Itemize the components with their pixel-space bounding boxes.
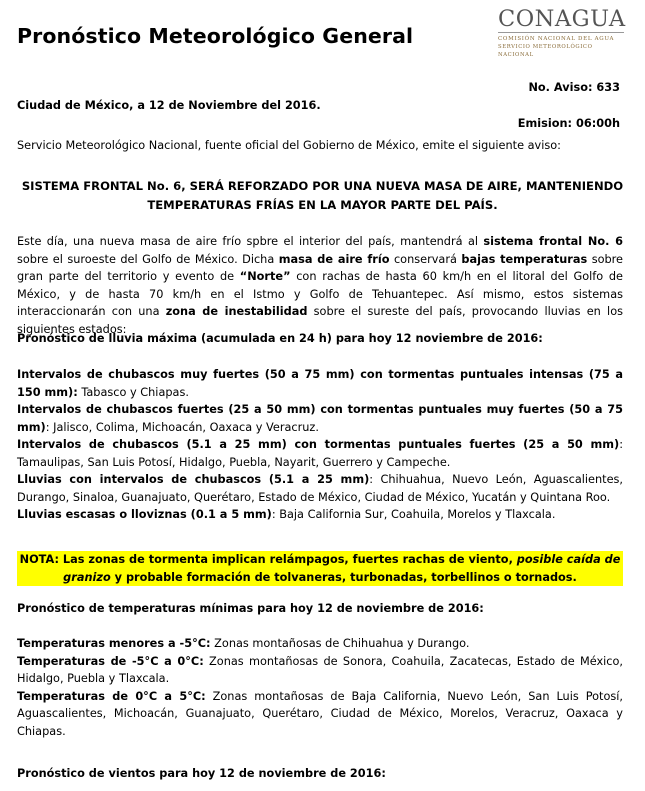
rain-item <box>17 506 623 524</box>
body-text: sobre el sureste del país, provocando lluvias en los siguientes estados: <box>17 305 623 336</box>
logo-name: CONAGUA <box>498 6 626 32</box>
logo-subtitle-1: COMISIÓN NACIONAL DEL AGUA <box>498 36 615 42</box>
temp-item-label: Temperaturas menores a -5°C: <box>17 637 211 650</box>
headline-line-2: TEMPERATURAS FRÍAS EN LA MAYOR PARTE DEL PAÍS. <box>147 198 498 212</box>
conagua-logo <box>498 7 624 59</box>
body-bold-bajas: bajas temperaturas <box>461 252 588 266</box>
temp-item-text: Zonas montañosas de Baja California, Nuevo León, San Luis Potosí, Aguascalientes, Michoacán, Guanajuato, Querétaro, Ciudad de México, Morelos, Veracruz, Oaxaca y Chiapas. <box>17 689 623 738</box>
headline <box>17 177 628 215</box>
aviso-number: No. Aviso: 633 <box>528 81 620 94</box>
rain-item-text: Tabasco y Chiapas. <box>77 385 189 399</box>
headline-line-1: SISTEMA FRONTAL No. 6, SERÁ REFORZADO POR UNA NUEVA MASA DE AIRE, MANTENIENDO <box>21 179 624 193</box>
note-text: y probable formación de tolvaneras, turbonadas, torbellinos o tornados. <box>110 570 577 584</box>
intro-text: Servicio Meteorológico Nacional, fuente oficial del Gobierno de México, emite el siguiente aviso: <box>17 139 561 152</box>
note-italic: posible caída de granizo <box>63 553 621 584</box>
page-title: Pronóstico Meteorológico General <box>17 24 414 48</box>
temp-item-label: Temperaturas de -5°C a 0°C: <box>17 654 204 668</box>
body-bold-norte: “Norte” <box>239 270 291 283</box>
rain-item <box>17 401 623 436</box>
body-text: sobre gran parte del territorio y evento de <box>17 252 624 283</box>
rain-item-text: : Baja California Sur, Coahuila, Morelos y Tlaxcala. <box>271 508 556 521</box>
body-text: Este día, una nueva masa de aire frío spbre el interior del país, mantendrá al <box>17 235 484 248</box>
rain-item-label: Intervalos de chubascos muy fuertes (50 a 75 mm) con tormentas puntuales intensas (75 a 150 mm): <box>17 368 623 399</box>
rain-item <box>17 436 623 471</box>
temp-item <box>17 653 623 688</box>
temp-item-text: Zonas montañosas de Sonora, Coahuila, Zacatecas, Estado de México, Hidalgo, Puebla y Tlaxcala. <box>17 654 623 685</box>
warning-note <box>17 551 623 586</box>
body-bold-zona: zona de inestabilidad <box>165 305 308 318</box>
note-text: NOTA: Las zonas de tormenta implican relámpagos, fuertes rachas de viento, <box>19 553 517 566</box>
temp-item <box>17 688 623 741</box>
rain-item-label: Lluvias con intervalos de chubascos (5.1 a 25 mm) <box>17 473 370 486</box>
body-text: sobre el suroeste del Golfo de México. Dicha <box>17 252 279 266</box>
body-paragraph <box>17 233 623 338</box>
rain-item-text: : Chihuahua, Nuevo León, Aguascalientes, Durango, Sinaloa, Guanajuato, Querétaro, Estado de México, Ciudad de México, Yucatán y Quintana Roo. <box>17 473 623 504</box>
rain-item-label: Lluvias escasas o lloviznas (0.1 a 5 mm) <box>17 508 272 521</box>
body-text: conservará <box>389 252 462 266</box>
body-bold-frontal: sistema frontal No. 6 <box>483 235 623 248</box>
emission-time: Emision: 06:00h <box>517 117 620 130</box>
rain-item <box>17 471 623 506</box>
rain-item-label: Intervalos de chubascos (5.1 a 25 mm) con tormentas puntuales fuertes (25 a 50 mm) <box>17 438 620 451</box>
body-text: con rachas de hasta 60 km/h en el litoral del Golfo de México, y de hasta 70 km/h en el Istmo y Golfo de Tehuantepec. Así mismo, estos sistemas interaccionarán con una <box>17 270 623 318</box>
temp-item-text: Zonas montañosas de Chihuahua y Durango. <box>210 637 470 650</box>
temp-item <box>17 635 623 653</box>
temps-list <box>17 635 623 740</box>
rain-item-text: : Jalisco, Colima, Michoacán, Oaxaca y Veracruz. <box>45 420 319 434</box>
rain-list <box>17 366 623 524</box>
body-bold-masa: masa de aire frío <box>278 252 390 266</box>
rain-item <box>17 366 623 401</box>
rain-heading: Pronóstico de lluvia máxima (acumulada en 24 h) para hoy 12 noviembre de 2016: <box>17 332 543 345</box>
logo-subtitle-2: SERVICIO METEOROLÓGICO NACIONAL <box>498 44 593 58</box>
temp-item-label: Temperaturas de 0°C a 5°C: <box>17 689 206 703</box>
place-date: Ciudad de México, a 12 de Noviembre del 2016. <box>17 99 321 112</box>
temps-heading: Pronóstico de temperaturas mínimas para hoy 12 de noviembre de 2016: <box>17 602 484 615</box>
winds-heading: Pronóstico de vientos para hoy 12 de noviembre de 2016: <box>17 767 386 780</box>
rain-item-text: : Tamaulipas, San Luis Potosí, Hidalgo, Puebla, Nayarit, Guerrero y Campeche. <box>17 438 623 469</box>
logo-divider <box>498 32 624 33</box>
rain-item-label: Intervalos de chubascos fuertes (25 a 50 mm) con tormentas puntuales muy fuertes (50 a 75 mm) <box>17 403 623 434</box>
warning-note-text <box>17 551 623 586</box>
